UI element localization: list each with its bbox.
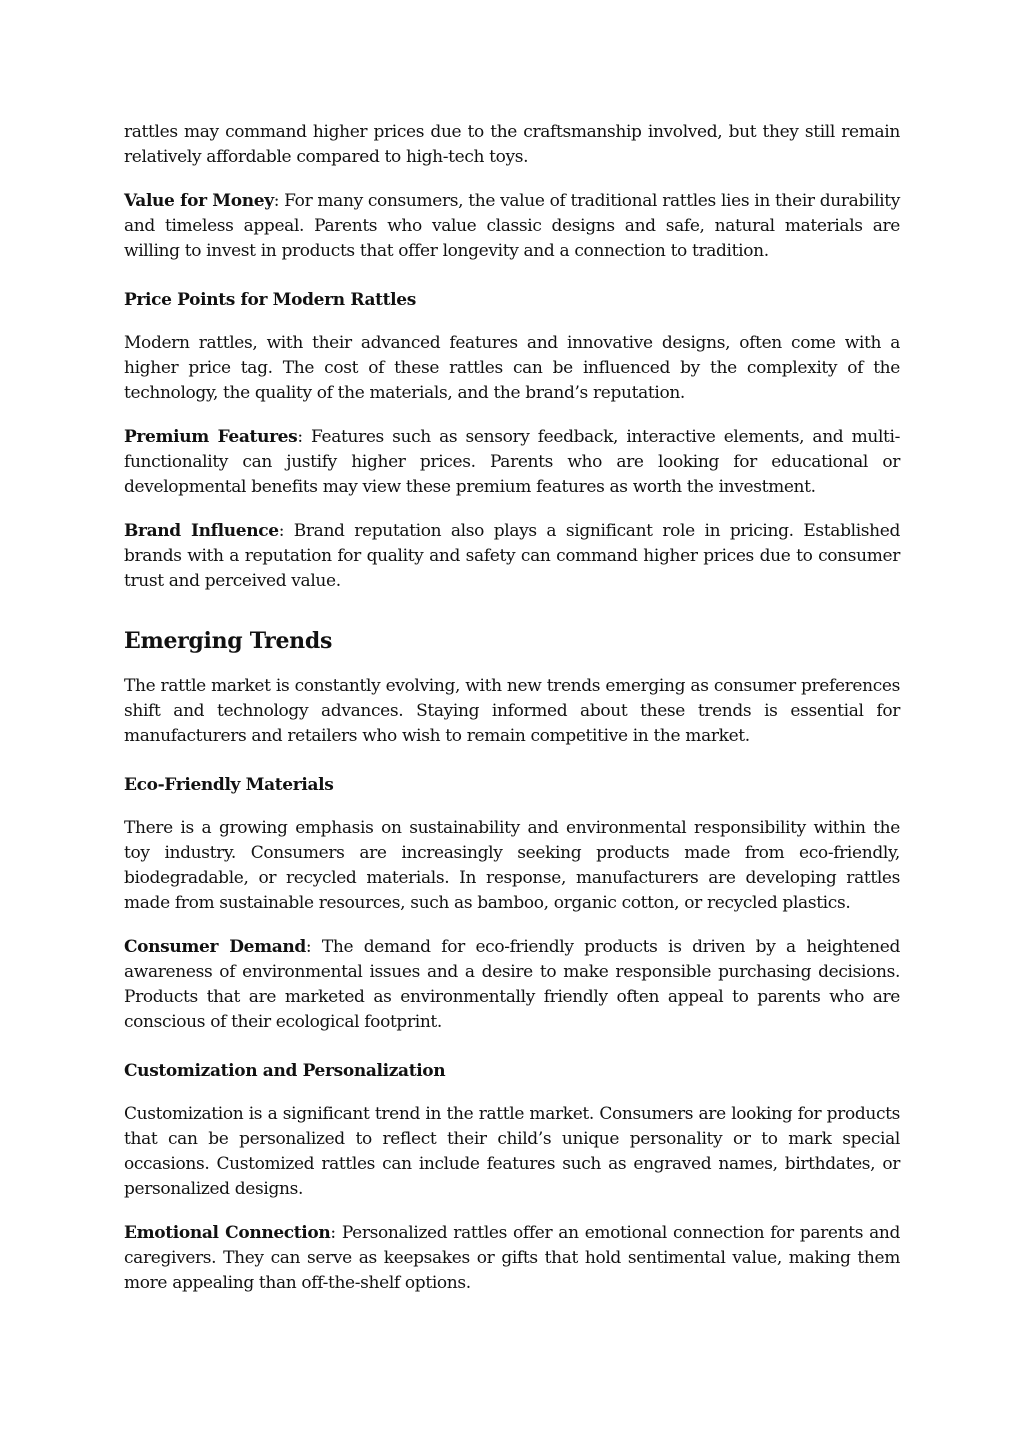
text-consumer-demand: : The demand for eco-friendly products is driven by a heightened awareness of environmental issues and a desire to make responsible purchasing decisions. Products that are marketed as environmentally friendly often appeal to parents who are conscious of their ecological footprint. (124, 937, 900, 1032)
paragraph-rattle-market: The rattle market is constantly evolving, with new trends emerging as consumer preferences shift and technology advances. Staying informed about these trends is essential for manufacturers and retailers who wish to remain competitive in the market. (124, 676, 900, 746)
term-value-for-money: Value for Money (124, 191, 274, 211)
paragraph-premium-features (124, 425, 900, 500)
heading-price-points-modern: Price Points for Modern Rattles (124, 290, 416, 310)
paragraph-value-for-money (124, 189, 900, 264)
text-premium-features: : Features such as sensory feedback, interactive elements, and multi-functionality can justify higher prices. Parents who are looking for educational or developmental benefits may view these premium features as worth the investment. (124, 427, 900, 497)
term-premium-features: Premium Features (124, 427, 298, 447)
paragraph-rattle-prices: rattles may command higher prices due to the craftsmanship involved, but they still remain relatively affordable compared to high-tech toys. (124, 122, 900, 167)
heading-eco-friendly: Eco-Friendly Materials (124, 775, 334, 795)
term-brand-influence: Brand Influence (124, 521, 279, 541)
term-emotional-connection: Emotional Connection (124, 1223, 331, 1243)
heading-emerging-trends: Emerging Trends (124, 628, 333, 654)
paragraph-customization: Customization is a significant trend in the rattle market. Consumers are looking for products that can be personalized to reflect their child’s unique personality or to mark special occasions. Customized rattles can include features such as engraved names, birthdates, or personalized designs. (124, 1104, 900, 1199)
text-emotional-connection: : Personalized rattles offer an emotional connection for parents and caregivers. They can serve as keepsakes or gifts that hold sentimental value, making them more appealing than off-the-shelf options. (124, 1223, 901, 1293)
text-brand-influence: : Brand reputation also plays a significant role in pricing. Established brands with a reputation for quality and safety can command higher prices due to consumer trust and perceived value. (124, 521, 900, 591)
paragraph-emotional-connection (124, 1221, 900, 1296)
paragraph-sustainability: There is a growing emphasis on sustainability and environmental responsibility within the toy industry. Consumers are increasingly seeking products made from eco-friendly, biodegradable, or recycled materials. In response, manufacturers are developing rattles made from sustainable resources, such as bamboo, organic cotton, or recycled plastics. (124, 818, 900, 913)
document-page (124, 120, 900, 1296)
term-consumer-demand: Consumer Demand (124, 937, 306, 957)
heading-customization: Customization and Personalization (124, 1061, 446, 1081)
paragraph-brand-influence (124, 519, 900, 594)
text-value-for-money: : For many consumers, the value of traditional rattles lies in their durability and timeless appeal. Parents who value classic designs and safe, natural materials are willing to invest in products that offer longevity and a connection to tradition. (124, 191, 900, 261)
paragraph-consumer-demand (124, 935, 900, 1035)
paragraph-modern-rattles: Modern rattles, with their advanced features and innovative designs, often come with a higher price tag. The cost of these rattles can be influenced by the complexity of the technology, the quality of the materials, and the brand’s reputation. (124, 333, 900, 403)
